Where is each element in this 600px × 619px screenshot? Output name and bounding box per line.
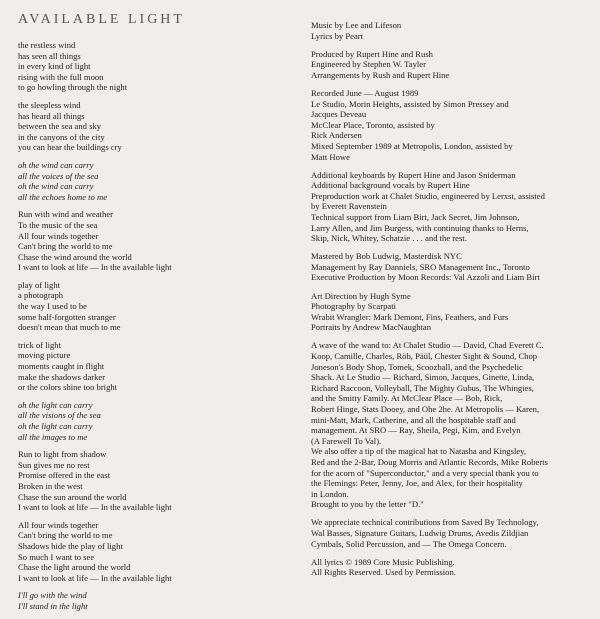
credit-line: Engineered by Stephen W. Tayler xyxy=(311,59,426,70)
lyric-line: All four winds together xyxy=(18,519,99,530)
lyric-line: Broken in the west xyxy=(18,480,83,491)
lyric-line: trick of light xyxy=(18,339,61,350)
credit-line: A wave of the wand to: At Chalet Studio — David, Chad Everett C. xyxy=(311,340,544,351)
lyric-line: to go howling through the night xyxy=(18,82,128,93)
lyric-line: Can't bring the world to me xyxy=(18,530,113,541)
credits-block xyxy=(311,251,589,283)
lyric-line: in the canyons of the city xyxy=(18,131,105,142)
lyric-stanza xyxy=(18,160,288,202)
credit-line: Koop, Camille, Charles, Röb, Päül, Chester Sight & Sound, Chop xyxy=(311,351,538,362)
credit-line: Larry Allen, and Jim Burgess, with continuing thanks to Herns, xyxy=(311,222,529,233)
credit-line: in London. xyxy=(311,488,349,499)
lyric-line: Run to light from shadow xyxy=(18,449,107,460)
credit-line: Technical support from Liam Birt, Jack Secret, Jim Johnson, xyxy=(311,212,520,222)
lyric-line: play of light xyxy=(18,279,61,290)
credit-line: McClear Place, Toronto, assisted by xyxy=(311,119,435,130)
lyric-stanza xyxy=(18,400,288,442)
lyric-stanza xyxy=(18,280,288,333)
lyric-line: the restless wind xyxy=(18,40,76,50)
lyric-line: Run with wind and weather xyxy=(18,209,113,220)
lyric-line: some half-forgotten stranger xyxy=(18,311,116,322)
credit-line: Skip, Nick, Whitey, Schatzie . . . and the rest. xyxy=(311,233,467,244)
credit-line: Richard Raccoon, Volleyball, The Mighty Gubus, The Whingies, xyxy=(311,382,534,393)
song-title: AVAILABLE LIGHT xyxy=(18,12,185,27)
credits-block xyxy=(311,517,589,549)
lyric-line: has heard all things xyxy=(18,110,85,121)
credit-line: Rick Andersen xyxy=(311,130,362,141)
credit-line: Red and the 2-Bar, Doug Morris and Atlantic Records, Mike Roberts xyxy=(311,456,548,467)
credit-line: Mastered by Bob Ludwig, Masterdisk NYC xyxy=(311,251,462,262)
credit-line: Additional keyboards by Rupert Hine and Jason Sniderman xyxy=(311,169,516,180)
credit-line: Produced by Rupert Hine and Rush xyxy=(311,48,433,59)
lyric-line: Sun gives me no rest xyxy=(18,459,90,470)
lyric-line: To the music of the sea xyxy=(18,219,98,230)
credit-line: Lyrics by Peart xyxy=(311,30,364,41)
credit-line: the Flemings: Peter, Jenny, Joe, and Alex, for their hospitality xyxy=(311,478,523,489)
credit-line: We appreciate technical contributions from Saved By Technology, xyxy=(311,517,539,528)
lyric-line: I'll go with the wind xyxy=(18,590,87,601)
credit-line: Executive Production by Moon Records: Val Azzoli and Liam Birt xyxy=(311,272,540,283)
credit-line: Portraits by Andrew MacNaughtan xyxy=(311,322,432,333)
lyric-line: So much I want to see xyxy=(18,551,95,562)
credit-line: mini-Matt, Mark, Catherine, and all the hospitable staff and xyxy=(311,414,516,425)
credit-line: Joneson's Body Shop, Tomek, Scoozball, and the Psychedelic xyxy=(311,361,523,372)
credit-line: Mixed September 1989 at Metropolis, London, assisted by xyxy=(311,140,513,151)
credit-line: Le Studio, Morin Heights, assisted by Simon Pressey and xyxy=(311,98,509,109)
credit-line: Wal Basses, Signature Guitars, Ludwig Drums, Avedis Zildjian xyxy=(311,528,529,539)
lyric-line: moments caught in flight xyxy=(18,361,105,372)
credits-block xyxy=(311,20,589,41)
lyric-line: moving picture xyxy=(18,350,71,361)
lyric-line: All four winds together xyxy=(18,230,99,241)
lyric-line: Chase the sun around the world xyxy=(18,491,127,502)
credit-line: Preproduction work at Chalet Studio, engineered by Lerxst, assisted xyxy=(311,190,545,201)
lyric-line: a photograph xyxy=(18,290,64,301)
lyric-line: all the images to me xyxy=(18,431,88,442)
lyric-line: you can hear the buildings cry xyxy=(18,142,122,153)
lyric-line: the way I used to be xyxy=(18,301,87,312)
credits-block xyxy=(311,170,589,244)
lyric-line: oh the light can carry xyxy=(18,399,93,410)
credit-line: Matt Howe xyxy=(311,151,350,162)
lyric-line: doesn't mean that much to me xyxy=(18,322,121,333)
lyric-line: I want to look at life — In the available light xyxy=(18,262,172,273)
lyric-line: Shadows hide the play of light xyxy=(18,540,123,551)
lyric-line: all the voices of the sea xyxy=(18,170,99,181)
credits-column xyxy=(311,20,589,585)
lyric-stanza xyxy=(18,100,288,153)
lyric-line: in every kind of light xyxy=(18,61,91,72)
credit-line: Wrabit Wrangler: Mark Demont, Fins, Feathers, and Furs xyxy=(311,311,509,322)
lyric-line: or the colors shine too bright xyxy=(18,382,118,393)
lyric-line: oh the wind can carry xyxy=(18,181,94,192)
credit-line: management. At SRO — Ray, Sheila, Pegi, Kim, and Evelyn xyxy=(311,425,521,436)
lyric-line: oh the light can carry xyxy=(18,421,93,431)
credit-line: Jacques Deveau xyxy=(311,109,367,120)
lyric-line: all the echoes home to me xyxy=(18,191,108,202)
credit-line: (A Farewell To Val). xyxy=(311,435,382,446)
lyric-line: rising with the full moon xyxy=(18,71,104,82)
credit-line: Photography by Scarpati xyxy=(311,301,396,312)
lyric-line: Can't bring the world to me xyxy=(18,241,113,252)
lyric-line: I want to look at life — In the available light xyxy=(18,572,172,583)
credits-block xyxy=(311,557,589,578)
credit-line: Cymbals, Solid Percussion, and — The Omega Concern. xyxy=(311,538,507,549)
credit-line: All Rights Reserved. Used by Permission. xyxy=(311,567,456,578)
lyric-line: Chase the wind around the world xyxy=(18,251,132,262)
credit-line: Art Direction by Hugh Syme xyxy=(311,290,411,301)
credit-line: We also offer a tip of the magical hat to Natasha and Kingsley, xyxy=(311,446,527,457)
credits-block xyxy=(311,49,589,81)
credits-block xyxy=(311,291,589,333)
lyric-line: has seen all things xyxy=(18,50,81,61)
credit-line: Music by Lee and Lifeson xyxy=(311,20,402,30)
lyric-line: the sleepless wind xyxy=(18,99,81,110)
lyric-line: between the sea and sky xyxy=(18,121,102,132)
lyric-stanza xyxy=(18,340,288,393)
credit-line: Arrangements by Rush and Rupert Hine xyxy=(311,69,450,80)
lyric-stanza xyxy=(18,590,288,611)
credit-line: and the Smitty Family. At McClear Place — Bob, Rick, xyxy=(311,393,503,404)
lyric-line: make the shadows darker xyxy=(18,371,106,382)
lyric-line: I want to look at life — In the available light xyxy=(18,502,172,513)
credit-line: Additional background vocals by Rupert Hine xyxy=(311,180,470,191)
credit-line: by Everett Ravenstein xyxy=(311,201,387,212)
credits-block xyxy=(311,340,589,510)
credit-line: Brought to you by the letter "D." xyxy=(311,499,424,510)
lyric-line: Promise offered in the east xyxy=(18,470,110,481)
credit-line: Recorded June — August 1989 xyxy=(311,87,419,98)
lyrics-column xyxy=(18,40,288,619)
credit-line: Management by Ray Danniels, SRO Management Inc., Toronto xyxy=(311,261,530,272)
credit-line: All lyrics © 1989 Core Music Publishing. xyxy=(311,556,455,567)
lyric-stanza xyxy=(18,209,288,273)
credit-line: Shack. At Le Studio — Richard, Simon, Jacques, Ginette, Linda, xyxy=(311,372,535,383)
lyric-line: I'll stand in the light xyxy=(18,600,88,611)
credits-block xyxy=(311,88,589,162)
credit-line: for the acorn of "Superconductor," and a very special thank you to xyxy=(311,467,539,478)
lyric-line: oh the wind can carry xyxy=(18,159,94,170)
credit-line: Robert Hinge, Stats Dooey, and Ohe 2he. At Metropolis — Karen, xyxy=(311,404,540,414)
lyric-stanza xyxy=(18,40,288,93)
lyric-stanza xyxy=(18,449,288,513)
lyric-line: Chase the light around the world xyxy=(18,562,131,573)
lyric-stanza xyxy=(18,520,288,584)
lyric-line: all the visions of the sea xyxy=(18,410,101,421)
